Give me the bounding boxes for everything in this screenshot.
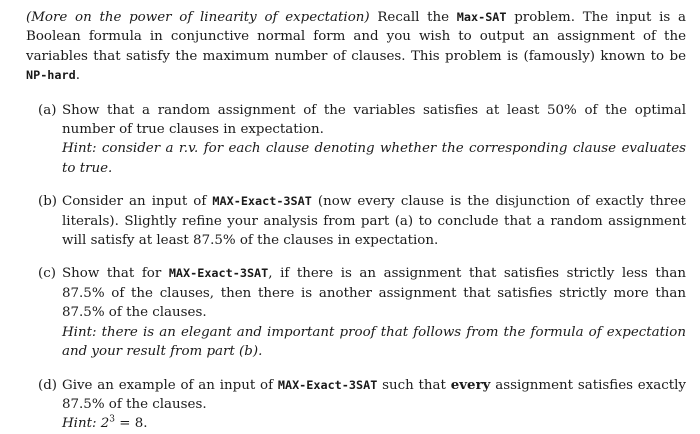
part-d-bold-every: every <box>450 376 491 393</box>
np-hard-code: NP-hard <box>26 68 76 83</box>
part-d-text-2: such that <box>377 377 451 393</box>
part-d-text-1: Give an example of an input of <box>62 377 278 393</box>
intro-paragraph <box>26 8 686 86</box>
part-b-text-1: Consider an input of <box>62 194 213 210</box>
part-c-code: MAX-Exact-3SAT <box>168 266 269 281</box>
part-a-body <box>62 101 686 179</box>
part-d-main <box>62 376 686 415</box>
part-d-hint-exponent: 3 <box>109 414 115 425</box>
part-b-label: (b) <box>38 194 58 210</box>
part-d-text-3: assignment satisfies exactly 87.5% of the clauses. <box>62 377 686 412</box>
problem-parts-list <box>26 101 686 434</box>
part-d-hint-prefix: Hint: 2 <box>62 416 110 432</box>
intro-text-2: problem. The input is a Boolean formula in conjunctive normal form and you wish to output an assignment of the variables that satisfy the maximum number of clauses. This problem is (famously) known to be <box>26 10 686 64</box>
part-c-text-1: Show that for <box>62 266 169 282</box>
part-d-label: (d) <box>38 377 58 393</box>
intro-text-3: . <box>75 68 80 84</box>
part-c-text-2: , if there is an assignment that satisfies strictly less than 87.5% of the clauses, then there is another assignment that satisfies strictly more than 87.5% of the clauses. <box>62 266 686 321</box>
part-a <box>26 101 686 179</box>
intro-topic: (More on the power of linearity of expectation) <box>26 10 370 25</box>
part-d-code: MAX-Exact-3SAT <box>277 377 378 392</box>
part-b-body <box>62 192 686 250</box>
part-d-hint-suffix: = 8. <box>115 416 148 432</box>
part-b-code: MAX-Exact-3SAT <box>212 194 312 209</box>
part-a-text: Show that a random assignment of the variables satisfies at least 50% of the optimal number of true clauses in expectation. <box>62 102 686 138</box>
part-a-hint: Hint: consider a r.v. for each clause denoting whether the corresponding clause evaluates to true. <box>62 141 686 176</box>
part-c-hint: Hint: there is an elegant and important proof that follows from the formula of expectation and your result from part (b). <box>62 324 686 360</box>
part-d-hint <box>62 414 686 433</box>
part-a-label: (a) <box>38 102 57 118</box>
part-b-text-2: (now every clause is the disjunction of exactly three literals). Slightly refine your analysis from part (a) to conclude that a random assignment will satisfy at least 87.5% of the clauses in expectation. <box>62 194 686 249</box>
intro-text-1: Recall the <box>369 10 457 25</box>
part-c <box>26 264 686 361</box>
part-c-main <box>62 264 686 322</box>
part-b <box>26 192 686 250</box>
part-c-body <box>62 264 686 361</box>
part-c-label: (c) <box>38 266 56 282</box>
max-sat-code: Max-SAT <box>456 10 507 24</box>
